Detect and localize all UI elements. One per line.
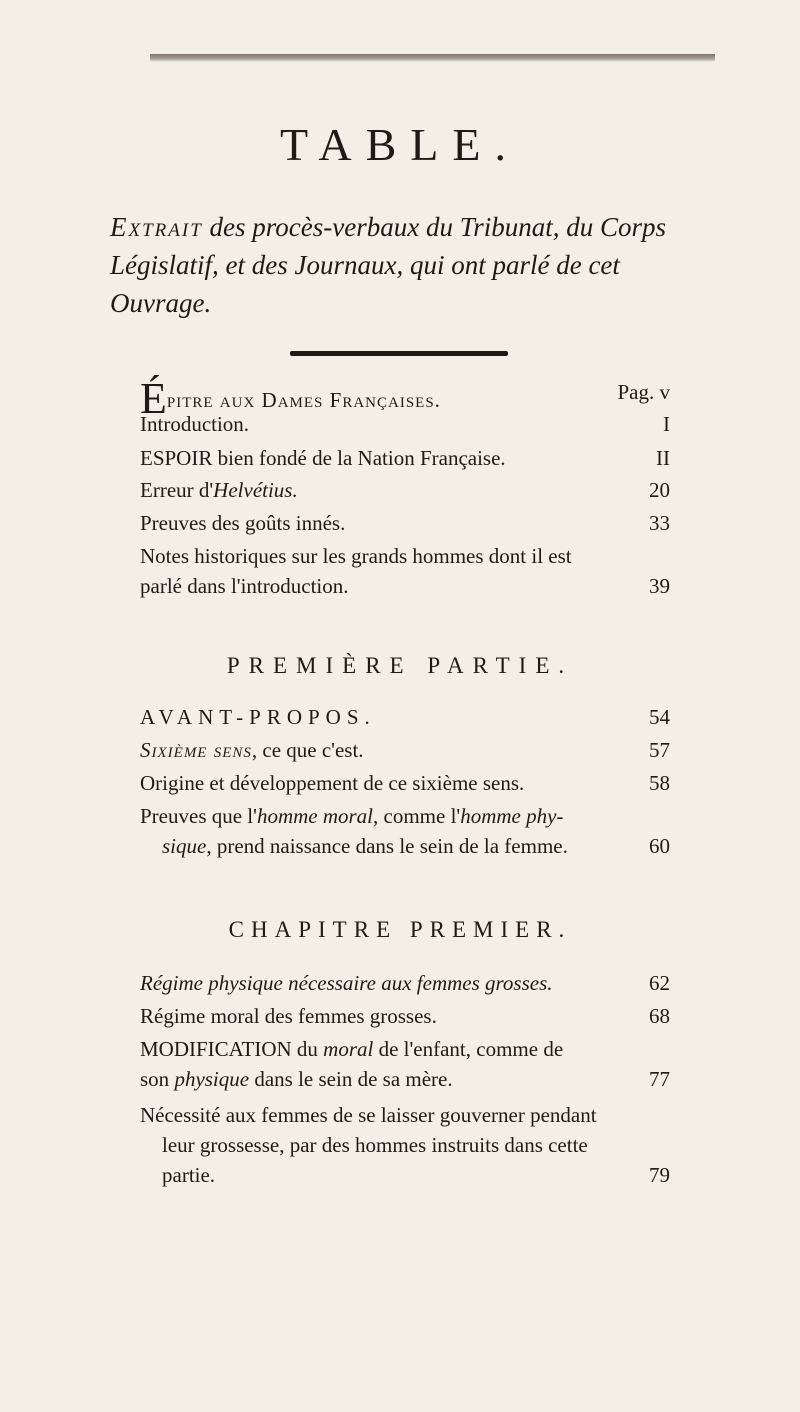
entry-text: Origine et développement de ce sixième sens.	[140, 771, 525, 795]
part-heading: PREMIÈRE PARTIE.	[226, 653, 574, 678]
entry-line: Nécessité aux femmes de se laisser gouverner pendant	[140, 1103, 597, 1127]
chapter-heading: CHAPITRE PREMIER.	[228, 917, 572, 942]
entry-italic: Régime physique nécessaire aux femmes grosses.	[140, 971, 553, 995]
entry-page: 54	[649, 705, 670, 729]
entry-page: 62	[649, 971, 670, 995]
toc-entry-regime-moral	[140, 1001, 670, 1031]
extrait-lead: Extrait	[110, 212, 203, 242]
toc-entry-sixieme-sens	[140, 735, 670, 765]
entry-line: Preuves que l'homme moral, comme l'homme phy-	[140, 804, 564, 828]
entry-text: Preuves des goûts innés.	[140, 511, 346, 535]
entry-line: parlé dans l'introduction.	[140, 574, 349, 598]
entry-text: Erreur d'	[140, 478, 214, 502]
entry-page: 58	[649, 771, 670, 795]
toc-entry-modification	[140, 1034, 670, 1094]
entry-page: 77	[649, 1067, 670, 1091]
entry-text: ESPOIR bien fondé de la Nation Française.	[140, 446, 506, 470]
drop-cap: É	[140, 374, 167, 423]
toc-entry-origine	[140, 768, 670, 798]
entry-italic: Sixième sens	[140, 738, 252, 762]
toc-entry-espoir	[140, 443, 670, 473]
toc-entry-regime-physique	[140, 968, 670, 998]
extrait-heading	[110, 208, 710, 322]
entry-page: 57	[649, 738, 670, 762]
entry-text: AVANT-PROPOS.	[140, 705, 376, 729]
entry-page: 79	[649, 1163, 670, 1187]
toc-entry-avant-propos	[140, 702, 670, 732]
toc-entry-notes	[140, 541, 670, 601]
entry-text: Introduction.	[140, 412, 250, 436]
entry-page: 60	[649, 834, 670, 858]
extrait-text: des procès-verbaux du Tribunat, du Corps Législatif, et des Journaux, qui ont parlé de cet Ouvrage.	[110, 212, 667, 318]
entry-page: I	[663, 412, 670, 436]
toc-entry-erreur	[140, 475, 670, 505]
entry-page: 33	[649, 511, 670, 535]
entry-line: leur grossesse, par des hommes instruits dans cette	[162, 1133, 588, 1157]
toc-entry-necessite	[140, 1100, 670, 1190]
entry-text: , ce que c'est.	[251, 738, 364, 762]
entry-page: 20	[649, 478, 670, 502]
entry-line: MODIFICATION du moral de l'enfant, comme de	[140, 1037, 564, 1061]
entry-page: 68	[649, 1004, 670, 1028]
page-top-edge	[150, 54, 715, 62]
entry-line: son physique dans le sein de sa mère.	[140, 1067, 453, 1091]
entry-page: Pag. v	[617, 380, 670, 404]
entry-line: sique, prend naissance dans le sein de la femme.	[162, 834, 568, 858]
entry-page: 39	[649, 574, 670, 598]
entry-italic: Helvétius.	[213, 478, 298, 502]
entry-line: Notes historiques sur les grands hommes dont il est	[140, 544, 572, 568]
entry-text: Régime moral des femmes grosses.	[140, 1004, 437, 1028]
page-title: TABLE.	[279, 119, 520, 170]
divider-rule	[290, 351, 508, 356]
entry-page: II	[656, 446, 670, 470]
toc-entry-preuves-homme	[140, 801, 670, 861]
toc-entry-preuves-gouts	[140, 508, 670, 538]
toc-entry-introduction	[140, 409, 670, 439]
entry-line: partie.	[162, 1163, 216, 1187]
entry-text: pitre aux Dames Françaises.	[166, 388, 441, 412]
